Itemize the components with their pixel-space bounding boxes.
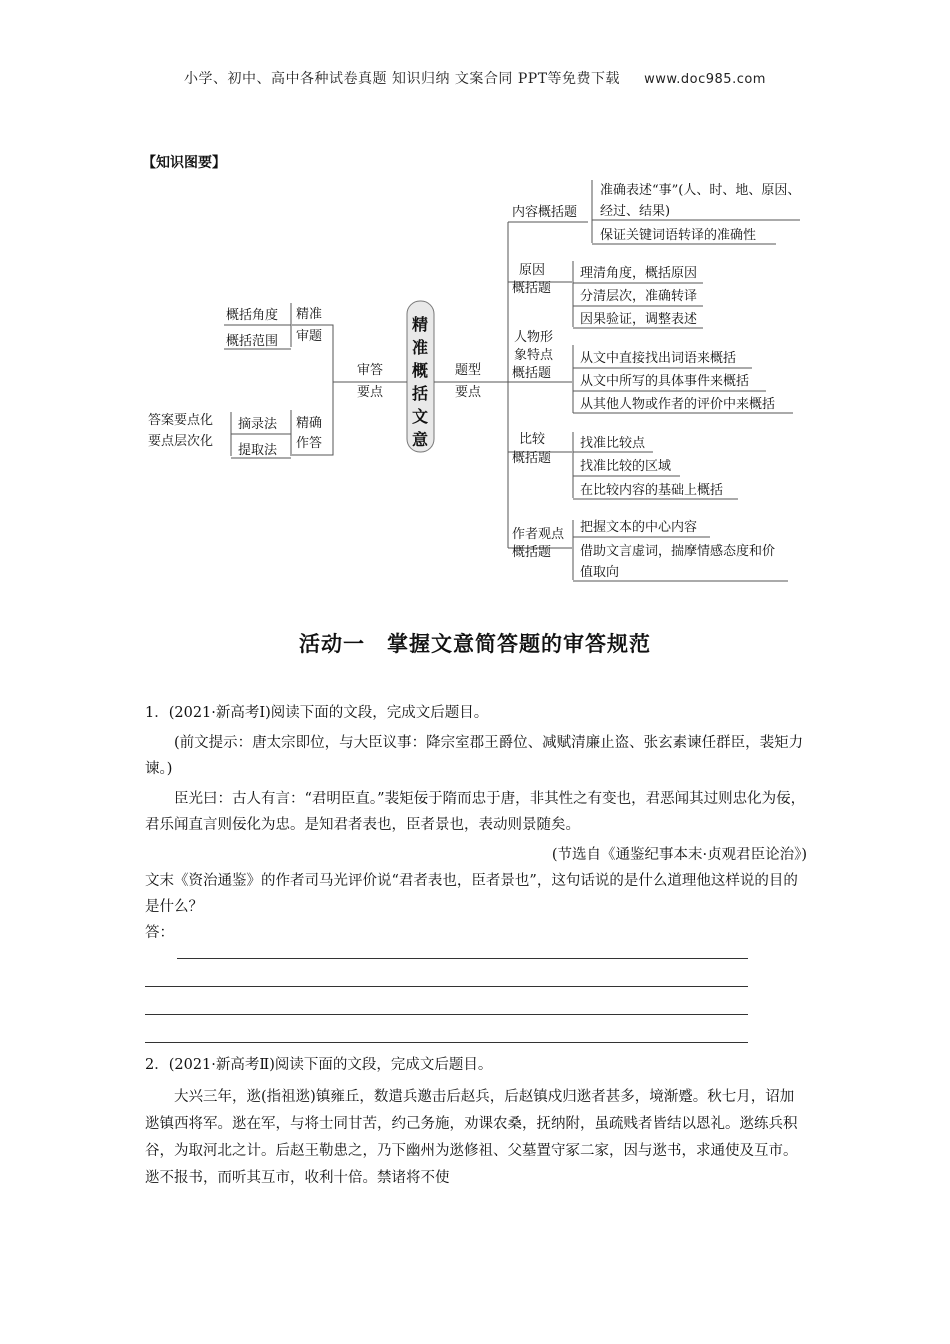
q2-passage: 大兴三年，逖(指祖逖)镇雍丘，数遣兵邀击后赵兵，后赵镇戍归逖者甚多，境渐蹙。秋七月，诏加逖镇西将军。逖在军，与将士同甘苦，约己务施，劝课农桑，抚纳附，虽疏贱者皆结以恩礼。逖练兵积谷，为取河北之计。后赵王勒患之，乃下幽州为逖修祖、父墓置守冢二家，因与逖书，求通使及互市。逖不报书，而听其互市，收利十倍。禁诸将不使 — [145, 1089, 798, 1186]
q1-note: (前文提示：唐太宗即位，与大臣议事：降宗室郡王爵位、减赋清廉止盗、张玄素谏任群臣，裴矩力谏。) — [145, 735, 804, 777]
group-name: 人物形 — [514, 330, 554, 345]
group-item: 准确表述“事”(人、时、地、原因、 — [600, 183, 801, 198]
group-item: 把握文本的中心内容 — [580, 520, 698, 535]
group-name: 概括题 — [512, 451, 552, 466]
question-1 — [145, 700, 807, 946]
answer-line[interactable] — [145, 986, 748, 987]
lower-label: 精确 — [296, 416, 323, 431]
group-item: 从文中直接找出词语来概括 — [580, 351, 737, 366]
group-name: 内容概括题 — [512, 205, 578, 220]
upper-label: 审题 — [296, 329, 323, 344]
right-branch-label: 题型 — [455, 363, 482, 378]
group-item: 值取向 — [580, 565, 620, 580]
group-name: 象特点 — [514, 348, 554, 363]
answer-line[interactable] — [145, 1042, 748, 1043]
upper-item: 概括范围 — [226, 334, 279, 349]
center-char: 意 — [411, 430, 429, 449]
group-item: 借助文言虚词，揣摩情感态度和价 — [580, 544, 776, 559]
group-item: 经过、结果) — [600, 204, 671, 219]
knowledge-mindmap — [0, 0, 950, 600]
group-name: 概括题 — [512, 545, 552, 560]
q1-answer-label: 答： — [145, 925, 174, 941]
lower-side: 要点层次化 — [148, 434, 214, 449]
left-branch-label: 审答 — [357, 363, 384, 378]
q1-passage: 臣光曰：古人有言：“君明臣直。”裴矩佞于隋而忠于唐，非其性之有变也，君恶闻其过则忠化为佞，君乐闻直言则佞化为忠。是知君者表也，臣者景也，表动则景随矣。 — [145, 791, 806, 833]
header-text: 小学、初中、高中各种试卷真题 知识归纳 文案合同 PPT等免费下载 — [184, 71, 621, 87]
q1-source: (节选自《通鉴纪事本末·贞观君臣论治》) — [551, 847, 807, 863]
section-label: 【知识图要】 — [142, 155, 226, 171]
lower-item: 提取法 — [238, 443, 278, 458]
center-char: 文 — [411, 407, 429, 426]
lower-side: 答案要点化 — [148, 413, 214, 428]
group-item: 找准比较的区域 — [580, 459, 672, 474]
group-name: 概括题 — [512, 366, 552, 381]
group-item: 分清层次，准确转译 — [580, 289, 698, 304]
group-item: 保证关键词语转译的准确性 — [600, 228, 757, 243]
activity-title: 活动一 掌握文意简答题的审答规范 — [299, 631, 651, 656]
lower-label: 作答 — [296, 436, 323, 451]
center-char: 精 — [411, 315, 429, 334]
upper-label: 精准 — [296, 307, 323, 322]
group-item: 理清角度，概括原因 — [580, 266, 698, 281]
header-site: www.doc985.com — [644, 72, 766, 87]
center-char: 括 — [411, 384, 429, 403]
group-item: 从其他人物或作者的评价中来概括 — [580, 397, 776, 412]
group-name: 作者观点 — [512, 527, 565, 542]
answer-line[interactable] — [145, 1014, 748, 1015]
left-branch-label: 要点 — [357, 385, 384, 400]
upper-item: 概括角度 — [226, 308, 279, 323]
group-name: 原因 — [519, 263, 546, 278]
group-name: 比较 — [519, 432, 546, 447]
q2-stem: 2．(2021·新高考Ⅱ)阅读下面的文段，完成文后题目。 — [145, 1057, 493, 1073]
group-name: 概括题 — [512, 281, 552, 296]
center-char: 概 — [411, 361, 429, 380]
group-item: 找准比较点 — [580, 436, 646, 451]
question-2 — [145, 1052, 807, 1192]
answer-line[interactable] — [177, 958, 748, 959]
group-item: 从文中所写的具体事件来概括 — [580, 374, 750, 389]
group-item: 在比较内容的基础上概括 — [580, 483, 724, 498]
q1-question: 文末《资治通鉴》的作者司马光评价说“君者表也，臣者景也”，这句话说的是什么道理他这样说的目的是什么？ — [145, 873, 798, 915]
right-branch-label: 要点 — [455, 385, 482, 400]
lower-item: 摘录法 — [238, 417, 278, 432]
group-item: 因果验证，调整表述 — [580, 312, 698, 327]
center-char: 准 — [411, 338, 429, 357]
q1-stem: 1．(2021·新高考Ⅰ)阅读下面的文段，完成文后题目。 — [145, 705, 489, 721]
